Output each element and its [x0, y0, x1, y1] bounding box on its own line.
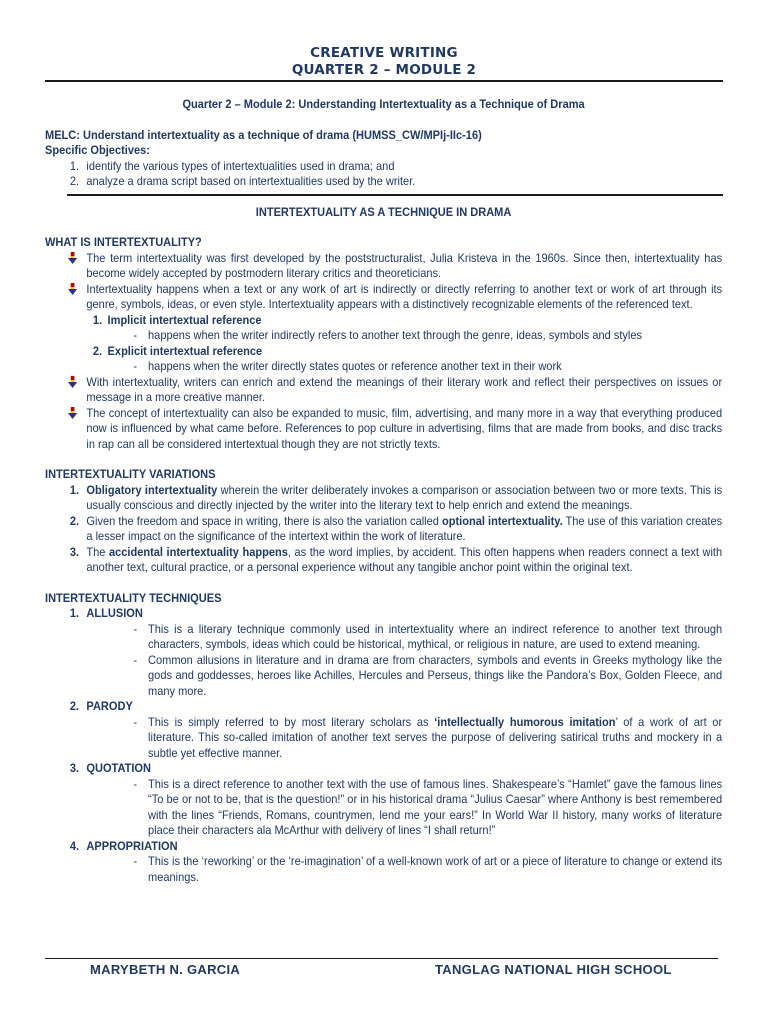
technique-item — [45, 761, 722, 777]
technique-number: 1. — [69, 606, 80, 620]
technique-title: ALLUSION — [86, 606, 143, 620]
technique-point — [45, 854, 722, 885]
dash-marker: - — [133, 359, 137, 373]
objective-text: identify the various types of intertextualities used in drama; and — [86, 158, 395, 173]
bullet-text: The concept of intertextuality can also be expanded to music, film, advertising, and many more in a way that everything produced now is influenced by what came before. References to pop culture in advertising, films that are made from books, and disc tracks in rap can all be considered intertextual though they are not strictly texts. — [86, 405, 723, 451]
technique-text: This is a direct reference to another text with the use of famous lines. Shakespeare’s “Hamlet” gave the famous lines “To be or not to be, that is the question!” or in his historical drama “Julius Caesar” where Anthony is best remembered with the lines “Friends, Romans, countrymen, lend me your ears!” In World War II history, many works of literature place their characters ala McArthur with delivery of lines “I shall return!” — [148, 776, 723, 837]
bullet-item — [45, 251, 722, 282]
what-is-heading: WHAT IS INTERTEXTUALITY? — [45, 235, 202, 249]
sub-item — [45, 313, 722, 329]
down-arrow-bullet-icon — [67, 283, 78, 295]
footer-author: MARYBETH N. GARCIA — [90, 962, 241, 977]
down-arrow-bullet-icon — [67, 407, 78, 419]
document-body — [45, 97, 722, 885]
sub-description — [45, 328, 722, 344]
dash-marker: - — [133, 652, 137, 667]
objective-item — [45, 159, 722, 175]
objective-number: 2. — [69, 174, 80, 188]
dash-marker: - — [133, 621, 137, 636]
sub-title: Explicit intertextual reference — [107, 343, 263, 358]
techniques-heading: INTERTEXTUALITY TECHNIQUES — [45, 590, 222, 605]
melc-line: MELC: Understand intertextuality as a technique of drama (HUMSS_CW/MPIj-IIc-16) — [45, 127, 482, 142]
technique-number: 2. — [69, 699, 80, 713]
objectives-heading: Specific Objectives: — [45, 143, 150, 157]
section-title: INTERTEXTUALITY AS A TECHNIQUE IN DRAMA — [255, 204, 512, 219]
dash-marker: - — [133, 328, 137, 342]
sub-text: happens when the writer directly states quotes or reference another text in their work — [148, 359, 562, 373]
variation-post: The use of this variation creates a lesser impact on the significance of the intertext within the work of literature. — [86, 513, 723, 543]
variation-number: 1. — [69, 482, 80, 497]
technique-text: Common allusions in literature and in drama are from characters, symbols and events in Greeks mythology like the gods and goddesses, heroes like Achilles, Hercules and Perseus, things like the Pandora’s Box, Golden Fleece, and many more. — [148, 652, 723, 698]
sub-item — [45, 344, 722, 360]
variation-item — [45, 545, 722, 576]
bullet-text: The term intertextuality was first developed by the poststructuralist, Julia Kristeva in the 1960s. Since then, intertextuality has become widely accepted by postmodern literary critics and theoreticians. — [86, 250, 723, 280]
technique-title: PARODY — [86, 699, 133, 713]
down-arrow-bullet-icon — [67, 252, 78, 264]
footer-rule — [45, 958, 718, 959]
technique-title: QUOTATION — [86, 761, 152, 775]
header-subtitle: QUARTER 2 – MODULE 2 — [291, 62, 477, 78]
technique-title: APPROPRIATION — [86, 838, 178, 853]
technique-text: This is simply referred to by most literary scholars as — [148, 714, 435, 729]
variation-term: optional intertextuality. — [441, 513, 563, 528]
sub-text: happens when the writer indirectly refers to another text through the genre, ideas, symbols and styles — [148, 328, 643, 342]
header-rule — [45, 80, 723, 82]
bullet-text: Intertextuality happens when a text or any work of art is indirectly or directly referring to another text or work of art through its genre, symbols, ideas, or even style. Intertextuality appears with a distinctively recognizable elements of the referenced text. — [86, 281, 723, 311]
bullet-text: With intertextuality, writers can enrich and extend the meanings of their literary work and reflect their perspectives on issues or message in a more creative manner. — [86, 374, 723, 404]
dash-marker: - — [133, 776, 137, 791]
bullet-item — [45, 282, 722, 313]
variations-heading: INTERTEXTUALITY VARIATIONS — [45, 467, 216, 481]
technique-number: 3. — [69, 761, 80, 775]
objectives-rule — [67, 194, 723, 196]
objective-text: analyze a drama script based on intertextualities used by the writer. — [86, 174, 416, 188]
sub-description — [45, 359, 722, 375]
technique-number: 4. — [69, 838, 80, 853]
variation-item — [45, 514, 722, 545]
technique-text-post: ’ of a work of art or literature. This so-called imitation of another text serves the purpose of delivering satirical truths and mockery in a subtle yet effective manner. — [148, 714, 723, 760]
variation-post: wherein the writer deliberately invokes a comparison or association between two or more texts. This is usually conscious and directly injected by the writer into the literary text to help enrich and extend the meanings. — [86, 482, 723, 512]
sub-title: Implicit intertextual reference — [107, 312, 262, 327]
bullet-item — [45, 406, 722, 453]
variation-term: accidental intertextuality happens — [108, 544, 288, 559]
technique-item — [45, 699, 722, 715]
variation-number: 3. — [69, 544, 80, 559]
footer-school: TANGLAG NATIONAL HIGH SCHOOL — [435, 962, 672, 977]
sub-number: 1. — [92, 312, 103, 327]
variation-item — [45, 483, 722, 514]
technique-term: ‘intellectually humorous imitation — [434, 714, 616, 729]
bullet-item — [45, 375, 722, 406]
objective-number: 1. — [69, 158, 80, 173]
variation-number: 2. — [69, 513, 80, 528]
technique-text: This is the ‘reworking’ or the ‘re-imagination’ of a well-known work of art or a piece of literature to change or extend its meanings. — [148, 854, 723, 884]
technique-point — [45, 622, 722, 653]
variation-pre: The — [86, 544, 109, 559]
down-arrow-bullet-icon — [67, 376, 78, 388]
sub-number: 2. — [92, 343, 103, 358]
technique-item — [45, 839, 722, 855]
module-title: Quarter 2 – Module 2: Understanding Intertextuality as a Technique of Drama — [182, 97, 585, 111]
technique-point — [45, 777, 722, 839]
header-title: CREATIVE WRITING — [310, 45, 458, 61]
dash-marker: - — [133, 854, 137, 868]
technique-item — [45, 606, 722, 622]
objective-item — [45, 174, 722, 190]
dash-marker: - — [133, 714, 137, 729]
technique-text: This is a literary technique commonly used in intertextuality where an indirect reference to another text through characters, symbols, ideas which could be historical, mythical, or religious in nature, are used to extend meaning. — [148, 621, 723, 651]
variation-post: , as the word implies, by accident. This often happens when readers connect a text with another text, cultural practice, or a personal experience without any tangible anchor point within the original text. — [86, 544, 723, 574]
technique-point — [45, 715, 722, 762]
variation-pre: Given the freedom and space in writing, there is also the variation called — [86, 513, 442, 528]
variation-term: Obligatory intertextuality — [86, 482, 218, 497]
technique-point — [45, 653, 722, 700]
